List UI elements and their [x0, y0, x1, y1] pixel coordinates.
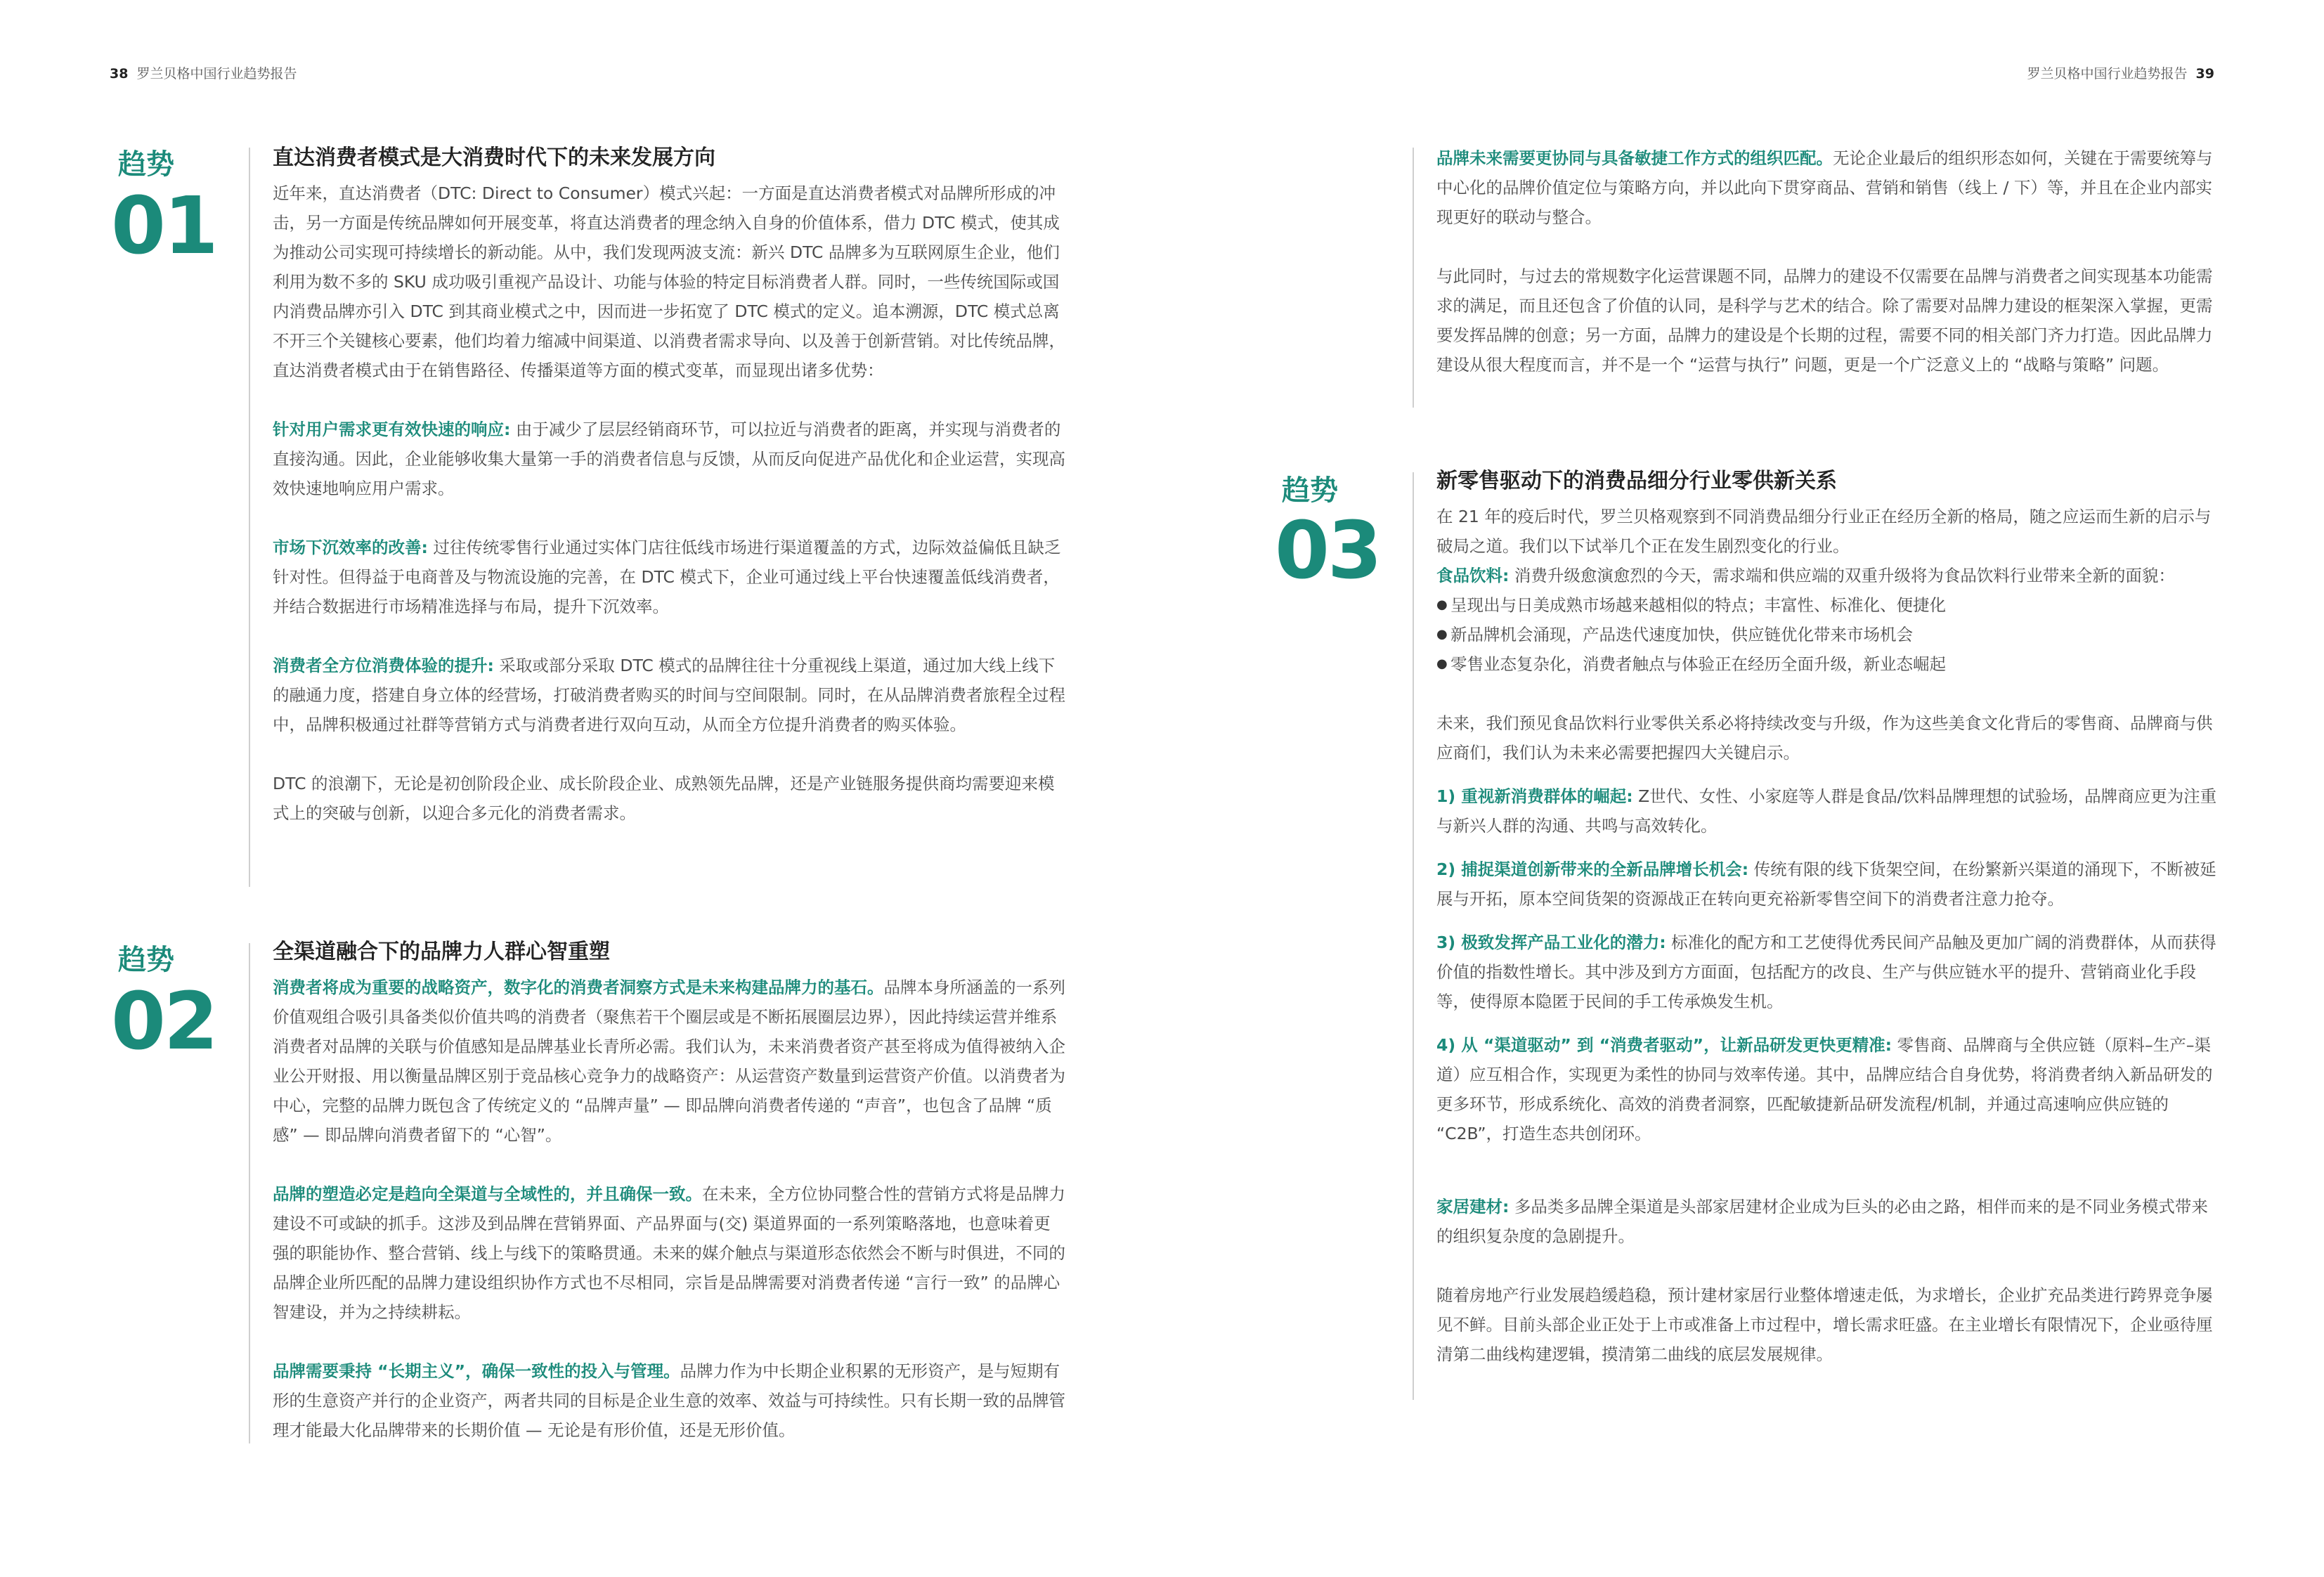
- trend-2-continuation: [1436, 143, 2224, 379]
- page-header-right: [2027, 63, 2214, 82]
- trend-2-point-3: 品牌需要秉持 “长期主义”，确保一致性的投入与管理。品牌力作为中长期企业积累的无形资产，是与短期有形的生意资产并行的企业资产，两者共同的目标是企业生意的效率、效益与可持续性。只有长期一致的品牌管理才能最大化品牌带来的长期价值 — 无论是有形价值，还是无形价值。: [273, 1361, 1065, 1440]
- page-header-left: [110, 63, 297, 82]
- trend-2-point-2: 品牌的塑造必定是趋向全渠道与全域性的，并且确保一致。在未来，全方位协同整合性的营销方式将是品牌力建设不可或缺的抓手。这涉及到品牌在营销界面、产品界面与(交) 渠道界面的一系列策略落地，也意味着更强的职能协作、整合营销、线上与线下的策略贯通。未来的媒介触点与渠道形态依然会不断与时俱进，不同的品牌企业所匹配的品牌力建设组织协作方式也不尽相同，宗旨是品牌需要对消费者传递 “言行一致” 的品牌心智建设，并为之持续耕耘。: [273, 1184, 1065, 1322]
- food-beverage-list: [1436, 590, 2224, 679]
- page-number-right: 39: [2195, 66, 2214, 82]
- report-title-right: 罗兰贝格中国行业趋势报告: [2027, 66, 2188, 82]
- home-building-intro: 家居建材: 多品类多品牌全渠道是头部家居建材企业成为巨头的必由之路，相伴而来的是不同业务模式带来的组织复杂度的急剧提升。: [1436, 1197, 2208, 1246]
- trend-3-section: [1436, 467, 2224, 1369]
- list-item: ● 零售业态复杂化，消费者触点与体验正在经历全面升级，新业态崛起: [1436, 649, 2224, 679]
- trend-1-point-2: 市场下沉效率的改善: 过往传统零售行业通过实体门店往低线市场进行渠道覆盖的方式，边际效益偏低且缺乏针对性。但得益于电商普及与物流设施的完善，在 DTC 模式下，企业可通过线上平台快速覆盖低线消费者，并结合数据进行市场精准选择与布局，提升下沉效率。: [273, 538, 1061, 616]
- trend-1-label: 趋势: [118, 148, 174, 181]
- list-item: ● 新品牌机会涌现，产品迭代速度加快，供应链优化带来市场机会: [1436, 620, 2224, 649]
- home-building-detail: 随着房地产行业发展趋缓趋稳，预计建材家居行业整体增速走低，为求增长，企业扩充品类进行跨界竞争屡见不鲜。目前头部企业正处于上市或准备上市过程中，增长需求旺盛。在主业增长有限情况下，企业亟待厘清第二曲线构建逻辑，摸清第二曲线的底层发展规律。: [1436, 1285, 2213, 1364]
- insight-3: 3) 极致发挥产品工业化的潜力: 标准化的配方和工艺使得优秀民间产品触及更加广阔的消费群体，从而获得价值的指数性增长。其中涉及到方方面面，包括配方的改良、生产与供应链水平的提升、营销商业化手段等，使得原本隐匿于民间的手工传承焕发生机。: [1436, 933, 2216, 1011]
- trend-3-title: 新零售驱动下的消费品细分行业零供新关系: [1436, 469, 1837, 493]
- insight-4: 4) 从 “渠道驱动” 到 “消费者驱动”，让新品研发更快更精准: 零售商、品牌商与全供应链（原料–生产–渠道）应互相合作，实现更为柔性的协同与效率传递。其中，品牌应结合自身优势，将消费者纳入新品研发的更多环节，形成系统化、高效的消费者洞察，匹配敏捷新品研发流程/机制，并通过高速响应供应链的 “C2B”，打造生态共创闭环。: [1436, 1035, 2213, 1143]
- trend-2-label: 趋势: [118, 944, 174, 976]
- trend-2-section: [273, 937, 1065, 1445]
- future-outlook: 未来，我们预见食品饮料行业零供关系必将持续改变与升级，作为这些美食文化背后的零售商、品牌商与供应商们，我们认为未来必需要把握四大关键启示。: [1436, 713, 2213, 762]
- trend-1-intro: 近年来，直达消费者（DTC: Direct to Consumer）模式兴起：一方面是直达消费者模式对品牌所形成的冲击，另一方面是传统品牌如何开展变革，将直达消费者的理念纳入自身的价值体系，借力 DTC 模式，使其成为推动公司实现可持续增长的新动能。从中，我们发现两波支流：新兴 DTC 品牌多为互联网原生企业，他们利用为数不多的 SKU 成功吸引重视产品设计、功能与体验的特定目标消费者人群。同时，一些传统国际或国内消费品牌亦引入 DTC 到其商业模式之中，因而进一步拓宽了 DTC 模式的定义。追本溯源，DTC 模式总离不开三个关键核心要素，他们均着力缩减中间渠道、以消费者需求导向、以及善于创新营销。对比传统品牌，直达消费者模式由于在销售路径、传播渠道等方面的模式变革，而显现出诸多优势：: [273, 183, 1065, 380]
- trend-1-point-3: 消费者全方位消费体验的提升: 采取或部分采取 DTC 模式的品牌往往十分重视线上渠道，通过加大线上线下的融通力度，搭建自身立体的经营场，打破消费者购买的时间与空间限制。同时，在从品牌消费者旅程全过程中，品牌积极通过社群等营销方式与消费者进行双向互动，从而全方位提升消费者的购买体验。: [273, 656, 1065, 734]
- trend-2-number: 02: [111, 976, 216, 1067]
- trend-1-title: 直达消费者模式是大消费时代下的未来发展方向: [273, 145, 715, 170]
- report-title-left: 罗兰贝格中国行业趋势报告: [136, 66, 297, 82]
- trend-2-divider: [249, 943, 250, 1443]
- trend-1-closing: DTC 的浪潮下，无论是初创阶段企业、成长阶段企业、成熟领先品牌，还是产业链服务提供商均需要迎来模式上的突破与创新，以迎合多元化的消费者需求。: [273, 774, 1055, 823]
- trend-2-point-1: 消费者将成为重要的战略资产，数字化的消费者洞察方式是未来构建品牌力的基石。品牌本身所涵盖的一系列价值观组合吸引具备类似价值共鸣的消费者（聚焦若干个圈层或是不断拓展圈层边界），因此持续运营并维系消费者对品牌的关联与价值感知是品牌基业长青所必需。我们认为，未来消费者资产甚至将成为值得被纳入企业公开财报、用以衡量品牌区别于竞品核心竞争力的战略资产：从运营资产数量到运营资产价值。以消费者为中心，完整的品牌力既包含了传统定义的 “品牌声量” — 即品牌向消费者传递的 “声音”，也包含了品牌 “质感” — 即品牌向消费者留下的 “心智”。: [273, 978, 1065, 1145]
- trend-3-number: 03: [1275, 505, 1380, 597]
- page-number-left: 38: [110, 66, 129, 82]
- trend-1-point-1: 针对用户需求更有效快速的响应: 由于减少了层层经销商环节，可以拉近与消费者的距离，并实现与消费者的直接沟通。因此，企业能够收集大量第一手的消费者信息与反馈，从而反向促进产品优化和企业运营，实现高效快速地响应用户需求。: [273, 420, 1065, 498]
- trend-1-section: [273, 143, 1065, 828]
- trend-2-title: 全渠道融合下的品牌力人群心智重塑: [273, 940, 610, 964]
- trend-2-point-4: 品牌未来需要更协同与具备敏捷工作方式的组织匹配。无论企业最后的组织形态如何，关键在于需要统筹与中心化的品牌价值定位与策略方向，并以此向下贯穿商品、营销和销售（线上 / 下）等，并且在企业内部实现更好的联动与整合。: [1436, 148, 2213, 227]
- insight-1: 1) 重视新消费群体的崛起: Z世代、女性、小家庭等人群是食品/饮料品牌理想的试验场，品牌商应更为注重与新兴人群的沟通、共鸣与高效转化。: [1436, 786, 2217, 836]
- right-top-divider: [1413, 148, 1414, 408]
- trend-3-divider: [1413, 472, 1414, 1400]
- list-item: ● 呈现出与日美成熟市场越来越相似的特点；丰富性、标准化、便捷化: [1436, 590, 2224, 620]
- trend-2-point-5: 与此同时，与过去的常规数字化运营课题不同，品牌力的建设不仅需要在品牌与消费者之间实现基本功能需求的满足，而且还包含了价值的认同，是科学与艺术的结合。除了需要对品牌力建设的框架深入掌握，更需要发挥品牌的创意；另一方面，品牌力的建设是个长期的过程，需要不同的相关部门齐力打造。因此品牌力建设从很大程度而言，并不是一个 “运营与执行” 问题，更是一个广泛意义上的 “战略与策略” 问题。: [1436, 266, 2213, 375]
- trend-3-intro: 在 21 年的疫后时代，罗兰贝格观察到不同消费品细分行业正在经历全新的格局，随之应运而生新的启示与破局之道。我们以下试举几个正在发生剧烈变化的行业。: [1436, 507, 2212, 556]
- trend-3-label: 趋势: [1282, 474, 1338, 507]
- trend-1-divider: [249, 148, 250, 887]
- food-beverage-intro: 食品饮料: 消费升级愈演愈烈的今天，需求端和供应端的双重升级将为食品饮料行业带来全新的面貌：: [1436, 566, 2175, 585]
- insight-2: 2) 捕捉渠道创新带来的全新品牌增长机会: 传统有限的线下货架空间，在纷繁新兴渠道的涌现下，不断被延展与开拓，原本空间货架的资源战正在转向更充裕新零售空间下的消费者注意力抢夺。: [1436, 859, 2216, 909]
- trend-1-number: 01: [111, 181, 216, 272]
